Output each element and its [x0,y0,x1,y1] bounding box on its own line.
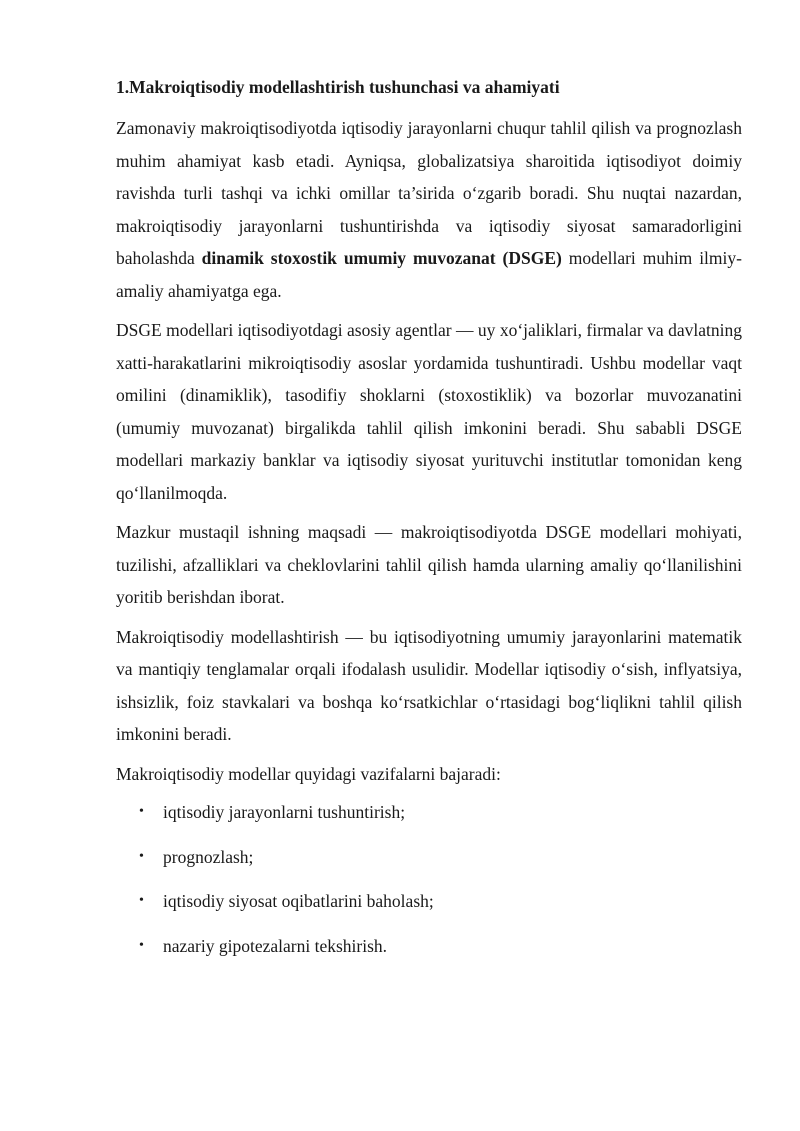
bullet-icon: • [139,937,144,953]
bullet-icon: • [139,804,144,819]
list-item-text: prognozlash; [163,846,254,867]
paragraph-dsge-description: DSGE modellari iqtisodiyotdagi asosiy agentlar — uy xo‘jaliklari, firmalar va davlatning xatti-harakatlarini mikroiqtisodiy asoslar yordamida tushuntiradi. Ushbu modellar vaqt omilini (dinamiklik), tasodifiy shoklarni (stoxostiklik) va bozorlar muvozanatini (umumiy muvozanat) birgalikda tahlil qilish imkonini beradi. Shu sababli DSGE modellari markaziy banklar va iqtisodiy siyosat yurituvchi institutlar tomonidan keng qo‘llanilmoqda. [116,320,742,503]
task-list [116,799,742,977]
list-item-text: iqtisodiy siyosat oqibatlarini baholash; [163,891,434,911]
bullet-icon: • [139,893,144,908]
list-item [116,933,742,978]
list-item-text: iqtisodiy jarayonlarni tushuntirish; [163,802,406,822]
paragraph-list-intro: Makroiqtisodiy modellar quyidagi vazifalarni bajaradi: [116,763,501,784]
section-heading: 1.Makroiqtisodiy modellashtirish tushunchasi va ahamiyati [116,77,560,97]
bold-term: dinamik stoxostik umumiy muvozanat (DSGE) [201,248,562,268]
paragraph-introduction [116,112,742,307]
paragraph-text: modellari muhim ilmiy-amaliy ahamiyatga ega. [116,248,742,301]
list-item-text: nazariy gipotezalarni tekshirish. [163,935,388,956]
list-item [116,799,742,844]
paragraph-aim: Mazkur mustaqil ishning maqsadi — makroiqtisodiyotda DSGE modellari mohiyati, tuzilishi, afzalliklari va cheklovlarini tahlil qilish hamda ularning amaliy qo‘llanilishini yoritib berishdan iborat. [116,522,742,607]
paragraph-definition: Makroiqtisodiy modellashtirish — bu iqtisodiyotning umumiy jarayonlarini matematik va mantiqiy tenglamalar orqali ifodalash usulidir. Modellar iqtisodiy o‘sish, inflyatsiya, ishsizlik, foiz stavkalari va boshqa ko‘rsatkichlar o‘rtasidagi bog‘liqlikni tahlil qilish imkonini beradi. [116,626,742,744]
paragraph-text: Zamonaviy makroiqtisodiyotda iqtisodiy jarayonlarni chuqur tahlil qilish va prognozlash muhim ahamiyat kasb etadi. Ayniqsa, globalizatsiya sharoitida iqtisodiyot doimiy ravishda turli tashqi va ichki omillar ta’sirida o‘zgarib boradi. Shu nuqtai nazardan, makroiqtisodiy jarayonlarni tushuntirishda va iqtisodiy siyosat samaradorligini baholashda [116,118,742,268]
list-item [116,844,742,889]
bullet-icon: • [139,848,144,864]
list-item [116,888,742,933]
document-page [116,72,742,977]
